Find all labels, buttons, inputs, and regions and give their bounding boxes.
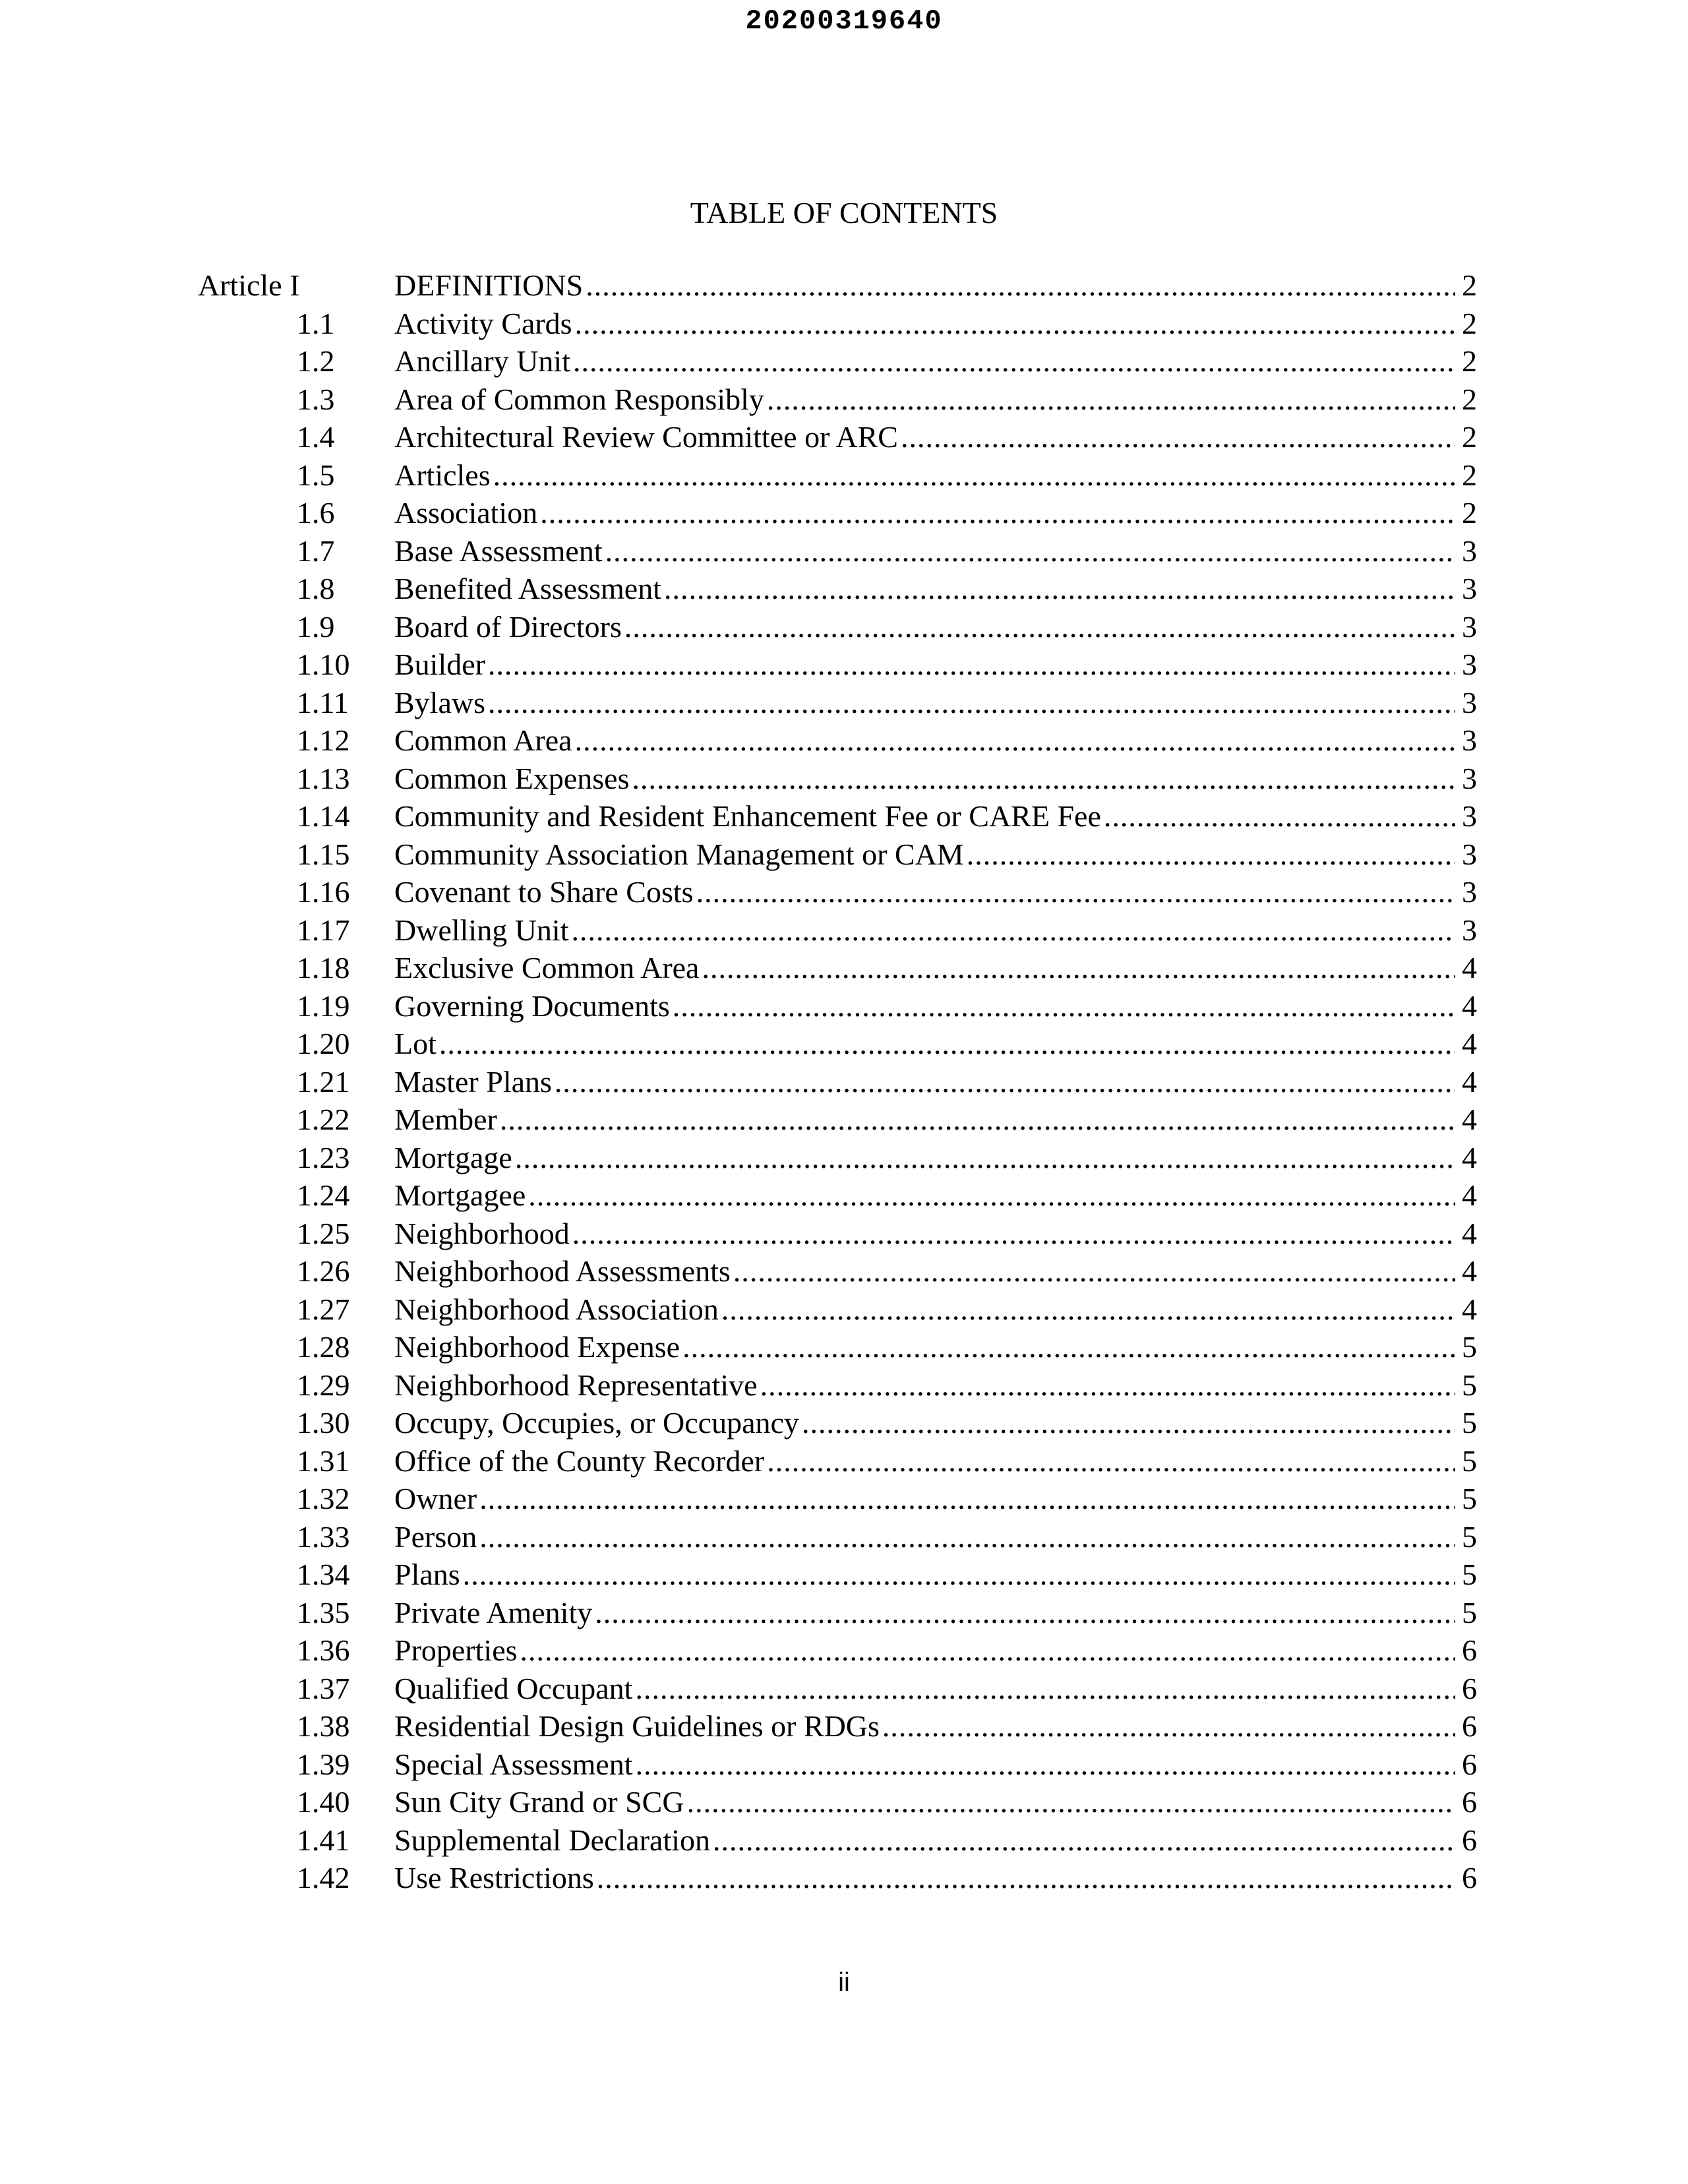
toc-item-title: Master Plans bbox=[394, 1063, 555, 1101]
toc-item-entry bbox=[394, 1442, 1477, 1480]
toc-item-entry bbox=[394, 1366, 1477, 1405]
toc-item-page-number: 4 bbox=[1462, 1254, 1477, 1288]
toc-item bbox=[198, 797, 1477, 835]
toc-item bbox=[198, 1252, 1477, 1290]
dot-leader bbox=[515, 1139, 1455, 1177]
toc-item-page-number: 6 bbox=[1462, 1747, 1477, 1781]
toc-item bbox=[198, 532, 1477, 570]
toc-item-page-number: 5 bbox=[1462, 1595, 1477, 1629]
toc-item-entry bbox=[394, 1101, 1477, 1139]
toc-item-entry bbox=[394, 1670, 1477, 1708]
toc-item-title: Bylaws bbox=[394, 684, 488, 722]
toc-item-page-number: 4 bbox=[1462, 1140, 1477, 1174]
dot-leader bbox=[702, 949, 1455, 987]
toc-item-number: 1.29 bbox=[297, 1368, 350, 1402]
toc-item-page-number: 4 bbox=[1462, 1216, 1477, 1250]
toc-item-title: Member bbox=[394, 1101, 500, 1139]
toc-item bbox=[198, 342, 1477, 380]
toc-item-number: 1.14 bbox=[297, 799, 350, 833]
toc-item-title: Area of Common Responsibly bbox=[394, 380, 767, 419]
dot-leader bbox=[767, 1442, 1455, 1480]
toc-item-title: Neighborhood Representative bbox=[394, 1366, 760, 1405]
toc-article-entry bbox=[394, 266, 1477, 305]
toc-item-page-number: 2 bbox=[1462, 306, 1477, 340]
toc-item-title: Plans bbox=[394, 1556, 463, 1594]
toc-item-number: 1.12 bbox=[297, 723, 350, 757]
toc-item-entry bbox=[394, 1594, 1477, 1632]
dot-leader bbox=[967, 835, 1455, 874]
toc-item-entry bbox=[394, 1252, 1477, 1290]
toc-item-title: Neighborhood Association bbox=[394, 1290, 721, 1329]
dot-leader bbox=[573, 342, 1455, 380]
toc-item-title: Neighborhood Assessments bbox=[394, 1252, 733, 1290]
toc-item-number: 1.17 bbox=[297, 913, 350, 947]
dot-leader bbox=[713, 1821, 1455, 1860]
dot-leader bbox=[540, 494, 1455, 532]
toc-item-page-number: 3 bbox=[1462, 723, 1477, 757]
toc-item-page-number: 3 bbox=[1462, 799, 1477, 833]
toc-item-number: 1.6 bbox=[297, 496, 335, 530]
toc-item-number: 1.26 bbox=[297, 1254, 350, 1288]
toc-item-title: Properties bbox=[394, 1631, 520, 1670]
toc-item-page-number: 5 bbox=[1462, 1482, 1477, 1515]
dot-leader bbox=[636, 1745, 1455, 1784]
toc-item-page-number: 3 bbox=[1462, 761, 1477, 795]
toc-item bbox=[198, 380, 1477, 419]
toc-item-page-number: 5 bbox=[1462, 1558, 1477, 1591]
toc-item-title: Residential Design Guidelines or RDGs bbox=[394, 1707, 882, 1745]
dot-leader bbox=[500, 1101, 1455, 1139]
toc-item-page-number: 2 bbox=[1462, 420, 1477, 454]
dot-leader bbox=[586, 266, 1455, 305]
dot-leader bbox=[439, 1025, 1455, 1063]
table-of-contents bbox=[198, 266, 1477, 1897]
toc-item-entry bbox=[394, 684, 1477, 722]
toc-item-page-number: 4 bbox=[1462, 1103, 1477, 1136]
toc-item-number: 1.22 bbox=[297, 1103, 350, 1136]
toc-item bbox=[198, 1101, 1477, 1139]
toc-item-entry bbox=[394, 1025, 1477, 1063]
toc-item-title: Qualified Occupant bbox=[394, 1670, 635, 1708]
dot-leader bbox=[624, 608, 1455, 646]
dot-leader bbox=[673, 987, 1455, 1025]
toc-item-number: 1.36 bbox=[297, 1633, 350, 1667]
toc-item bbox=[198, 1707, 1477, 1745]
dot-leader bbox=[682, 1328, 1455, 1366]
toc-item bbox=[198, 1518, 1477, 1556]
toc-item-title: Community and Resident Enhancement Fee or CARE Fee bbox=[394, 797, 1104, 835]
toc-item bbox=[198, 1821, 1477, 1860]
toc-item-page-number: 6 bbox=[1462, 1823, 1477, 1857]
toc-item-page-number: 6 bbox=[1462, 1709, 1477, 1743]
toc-item-entry bbox=[394, 532, 1477, 570]
toc-item-entry bbox=[394, 646, 1477, 684]
dot-leader bbox=[632, 760, 1455, 798]
toc-item bbox=[198, 1139, 1477, 1177]
toc-item-number: 1.23 bbox=[297, 1140, 350, 1174]
toc-item-entry bbox=[394, 380, 1477, 419]
dot-leader bbox=[528, 1176, 1455, 1215]
dot-leader bbox=[696, 873, 1455, 911]
dot-leader bbox=[882, 1707, 1455, 1745]
toc-item-entry bbox=[394, 1176, 1477, 1215]
toc-item bbox=[198, 1783, 1477, 1821]
toc-item bbox=[198, 1594, 1477, 1632]
dot-leader bbox=[767, 380, 1455, 419]
toc-item-entry bbox=[394, 1139, 1477, 1177]
toc-item-page-number: 4 bbox=[1462, 1027, 1477, 1060]
toc-item-entry bbox=[394, 494, 1477, 532]
toc-item-entry bbox=[394, 760, 1477, 798]
toc-item-number: 1.19 bbox=[297, 988, 350, 1023]
toc-item-title: Use Restrictions bbox=[394, 1859, 597, 1897]
dot-leader bbox=[901, 418, 1455, 456]
toc-item-title: Covenant to Share Costs bbox=[394, 873, 696, 911]
toc-item-entry bbox=[394, 456, 1477, 495]
toc-item bbox=[198, 1290, 1477, 1329]
toc-item-page-number: 6 bbox=[1462, 1785, 1477, 1819]
toc-item-entry bbox=[394, 1215, 1477, 1253]
toc-item bbox=[198, 646, 1477, 684]
toc-item-entry bbox=[394, 1821, 1477, 1860]
toc-item-entry bbox=[394, 721, 1477, 760]
toc-item-title: Neighborhood bbox=[394, 1215, 572, 1253]
toc-item-page-number: 5 bbox=[1462, 1368, 1477, 1402]
toc-item-page-number: 3 bbox=[1462, 875, 1477, 909]
toc-item-number: 1.28 bbox=[297, 1330, 350, 1364]
toc-item bbox=[198, 1176, 1477, 1215]
toc-item-page-number: 2 bbox=[1462, 344, 1477, 378]
toc-item-title: Supplemental Declaration bbox=[394, 1821, 713, 1860]
toc-item-entry bbox=[394, 1518, 1477, 1556]
dot-leader bbox=[687, 1783, 1455, 1821]
toc-item-number: 1.13 bbox=[297, 761, 350, 795]
toc-item-page-number: 6 bbox=[1462, 1633, 1477, 1667]
toc-item-page-number: 4 bbox=[1462, 1064, 1477, 1099]
page-number: ii bbox=[838, 1968, 850, 1997]
toc-item-number: 1.32 bbox=[297, 1482, 350, 1515]
dot-leader bbox=[1104, 797, 1455, 835]
toc-item bbox=[198, 456, 1477, 495]
toc-item-title: Governing Documents bbox=[394, 987, 673, 1025]
toc-item-page-number: 6 bbox=[1462, 1671, 1477, 1705]
toc-item bbox=[198, 1745, 1477, 1784]
toc-item-number: 1.27 bbox=[297, 1292, 350, 1326]
dot-leader bbox=[479, 1480, 1455, 1518]
toc-item bbox=[198, 1859, 1477, 1897]
toc-item-title: Occupy, Occupies, or Occupancy bbox=[394, 1404, 802, 1442]
toc-item-number: 1.40 bbox=[297, 1785, 350, 1819]
dot-leader bbox=[572, 1215, 1455, 1253]
toc-item-page-number: 3 bbox=[1462, 609, 1477, 644]
toc-item bbox=[198, 1404, 1477, 1442]
toc-item bbox=[198, 1215, 1477, 1253]
toc-item-number: 1.33 bbox=[297, 1519, 350, 1554]
dot-leader bbox=[575, 305, 1455, 343]
toc-item bbox=[198, 1480, 1477, 1518]
toc-item bbox=[198, 1442, 1477, 1480]
toc-item-title: Special Assessment bbox=[394, 1745, 636, 1784]
toc-item-entry bbox=[394, 1480, 1477, 1518]
toc-item-number: 1.10 bbox=[297, 648, 350, 681]
toc-title: TABLE OF CONTENTS bbox=[690, 196, 998, 229]
toc-item-page-number: 4 bbox=[1462, 951, 1477, 985]
toc-item-number: 1.21 bbox=[297, 1064, 350, 1099]
dot-leader bbox=[575, 721, 1455, 760]
toc-item-title: Private Amenity bbox=[394, 1594, 595, 1632]
toc-item bbox=[198, 305, 1477, 343]
toc-item-page-number: 5 bbox=[1462, 1406, 1477, 1440]
toc-item-page-number: 3 bbox=[1462, 572, 1477, 605]
toc-item-number: 1.5 bbox=[297, 458, 335, 492]
toc-item-number: 1.8 bbox=[297, 572, 335, 605]
toc-item-entry bbox=[394, 342, 1477, 380]
toc-item-page-number: 3 bbox=[1462, 913, 1477, 947]
toc-item-entry bbox=[394, 835, 1477, 874]
toc-item-entry bbox=[394, 1328, 1477, 1366]
toc-item bbox=[198, 760, 1477, 798]
toc-item-number: 1.1 bbox=[297, 306, 335, 340]
toc-item-number: 1.9 bbox=[297, 609, 335, 644]
toc-item bbox=[198, 1556, 1477, 1594]
toc-item-page-number: 2 bbox=[1462, 458, 1477, 492]
dot-leader bbox=[635, 1670, 1455, 1708]
toc-item bbox=[198, 1328, 1477, 1366]
dot-leader bbox=[605, 532, 1455, 570]
toc-item-entry bbox=[394, 1859, 1477, 1897]
toc-item-title: Activity Cards bbox=[394, 305, 575, 343]
article-title: DEFINITIONS bbox=[394, 266, 586, 305]
toc-item-number: 1.18 bbox=[297, 951, 350, 985]
toc-item-title: Base Assessment bbox=[394, 532, 605, 570]
toc-item-entry bbox=[394, 1745, 1477, 1784]
toc-item-number: 1.2 bbox=[297, 344, 335, 378]
toc-item-entry bbox=[394, 608, 1477, 646]
toc-item-entry bbox=[394, 418, 1477, 456]
dot-leader bbox=[488, 646, 1455, 684]
toc-item-page-number: 2 bbox=[1462, 382, 1477, 416]
toc-item-page-number: 5 bbox=[1462, 1330, 1477, 1364]
toc-item-title: Benefited Assessment bbox=[394, 570, 664, 608]
toc-item-page-number: 4 bbox=[1462, 1178, 1477, 1212]
toc-item bbox=[198, 1631, 1477, 1670]
dot-leader bbox=[733, 1252, 1455, 1290]
toc-item bbox=[198, 949, 1477, 987]
toc-item bbox=[198, 721, 1477, 760]
article-label: Article I bbox=[198, 268, 300, 302]
toc-item-title: Mortgagee bbox=[394, 1176, 528, 1215]
toc-item-entry bbox=[394, 1707, 1477, 1745]
toc-item-number: 1.11 bbox=[297, 685, 349, 719]
dot-leader bbox=[520, 1631, 1455, 1670]
dot-leader bbox=[463, 1556, 1455, 1594]
dot-leader bbox=[597, 1859, 1455, 1897]
toc-item-page-number: 2 bbox=[1462, 496, 1477, 530]
toc-item bbox=[198, 494, 1477, 532]
toc-item-entry bbox=[394, 1290, 1477, 1329]
toc-item-title: Sun City Grand or SCG bbox=[394, 1783, 687, 1821]
dot-leader bbox=[571, 911, 1455, 950]
toc-item bbox=[198, 911, 1477, 950]
dot-leader bbox=[555, 1063, 1455, 1101]
toc-item-number: 1.34 bbox=[297, 1558, 350, 1591]
toc-item-entry bbox=[394, 1556, 1477, 1594]
toc-item-page-number: 6 bbox=[1462, 1861, 1477, 1895]
toc-item-entry bbox=[394, 797, 1477, 835]
toc-item bbox=[198, 608, 1477, 646]
toc-item-number: 1.25 bbox=[297, 1216, 350, 1250]
toc-item-title: Lot bbox=[394, 1025, 439, 1063]
toc-item bbox=[198, 418, 1477, 456]
dot-leader bbox=[479, 1518, 1455, 1556]
toc-item-page-number: 5 bbox=[1462, 1519, 1477, 1554]
toc-item-page-number: 3 bbox=[1462, 648, 1477, 681]
toc-item-number: 1.4 bbox=[297, 420, 335, 454]
toc-item-page-number: 4 bbox=[1462, 988, 1477, 1023]
toc-item bbox=[198, 1063, 1477, 1101]
toc-item bbox=[198, 1670, 1477, 1708]
toc-item-entry bbox=[394, 570, 1477, 608]
toc-item-entry bbox=[394, 1783, 1477, 1821]
toc-item-entry bbox=[394, 1063, 1477, 1101]
toc-item-number: 1.42 bbox=[297, 1861, 350, 1895]
toc-item-page-number: 3 bbox=[1462, 533, 1477, 568]
toc-item-page-number: 3 bbox=[1462, 837, 1477, 871]
toc-item-title: Person bbox=[394, 1518, 479, 1556]
toc-item-title: Common Expenses bbox=[394, 760, 632, 798]
toc-item-title: Board of Directors bbox=[394, 608, 624, 646]
toc-item-title: Architectural Review Committee or ARC bbox=[394, 418, 901, 456]
toc-item-title: Community Association Management or CAM bbox=[394, 835, 967, 874]
toc-item-title: Articles bbox=[394, 456, 493, 495]
dot-leader bbox=[760, 1366, 1455, 1405]
toc-item-title: Exclusive Common Area bbox=[394, 949, 702, 987]
toc-item-entry bbox=[394, 873, 1477, 911]
dot-leader bbox=[721, 1290, 1455, 1329]
toc-item-number: 1.15 bbox=[297, 837, 350, 871]
toc-item-number: 1.39 bbox=[297, 1747, 350, 1781]
dot-leader bbox=[595, 1594, 1455, 1632]
toc-item-title: Common Area bbox=[394, 721, 575, 760]
document-number: 20200319640 bbox=[745, 5, 943, 37]
dot-leader bbox=[664, 570, 1455, 608]
toc-item-title: Association bbox=[394, 494, 540, 532]
toc-item-number: 1.31 bbox=[297, 1443, 350, 1478]
toc-item-number: 1.20 bbox=[297, 1027, 350, 1060]
toc-item bbox=[198, 684, 1477, 722]
toc-item-entry bbox=[394, 305, 1477, 343]
dot-leader bbox=[802, 1404, 1455, 1442]
toc-item-number: 1.38 bbox=[297, 1709, 350, 1743]
toc-item-entry bbox=[394, 911, 1477, 950]
toc-item bbox=[198, 987, 1477, 1025]
toc-item-title: Builder bbox=[394, 646, 488, 684]
toc-item-page-number: 5 bbox=[1462, 1443, 1477, 1478]
toc-item-title: Office of the County Recorder bbox=[394, 1442, 767, 1480]
toc-item-title: Ancillary Unit bbox=[394, 342, 573, 380]
toc-item-title: Mortgage bbox=[394, 1139, 515, 1177]
toc-item-entry bbox=[394, 1404, 1477, 1442]
toc-item-title: Owner bbox=[394, 1480, 479, 1518]
toc-item-number: 1.16 bbox=[297, 875, 350, 909]
toc-item bbox=[198, 873, 1477, 911]
toc-item-page-number: 4 bbox=[1462, 1292, 1477, 1326]
toc-item-number: 1.35 bbox=[297, 1595, 350, 1629]
dot-leader bbox=[493, 456, 1455, 495]
toc-item-number: 1.30 bbox=[297, 1406, 350, 1440]
dot-leader bbox=[488, 684, 1455, 722]
toc-item-entry bbox=[394, 987, 1477, 1025]
toc-item-number: 1.37 bbox=[297, 1671, 350, 1705]
toc-article-row bbox=[198, 266, 1477, 305]
toc-item bbox=[198, 835, 1477, 874]
toc-item-page-number: 3 bbox=[1462, 685, 1477, 719]
toc-item-number: 1.24 bbox=[297, 1178, 350, 1212]
toc-item-title: Neighborhood Expense bbox=[394, 1328, 682, 1366]
toc-item-number: 1.7 bbox=[297, 533, 335, 568]
toc-item bbox=[198, 1366, 1477, 1405]
toc-item bbox=[198, 570, 1477, 608]
toc-item-title: Dwelling Unit bbox=[394, 911, 571, 950]
article-page-number: 2 bbox=[1462, 268, 1477, 302]
toc-item-number: 1.41 bbox=[297, 1823, 350, 1857]
toc-item-entry bbox=[394, 949, 1477, 987]
toc-item-entry bbox=[394, 1631, 1477, 1670]
toc-item-number: 1.3 bbox=[297, 382, 335, 416]
toc-item bbox=[198, 1025, 1477, 1063]
